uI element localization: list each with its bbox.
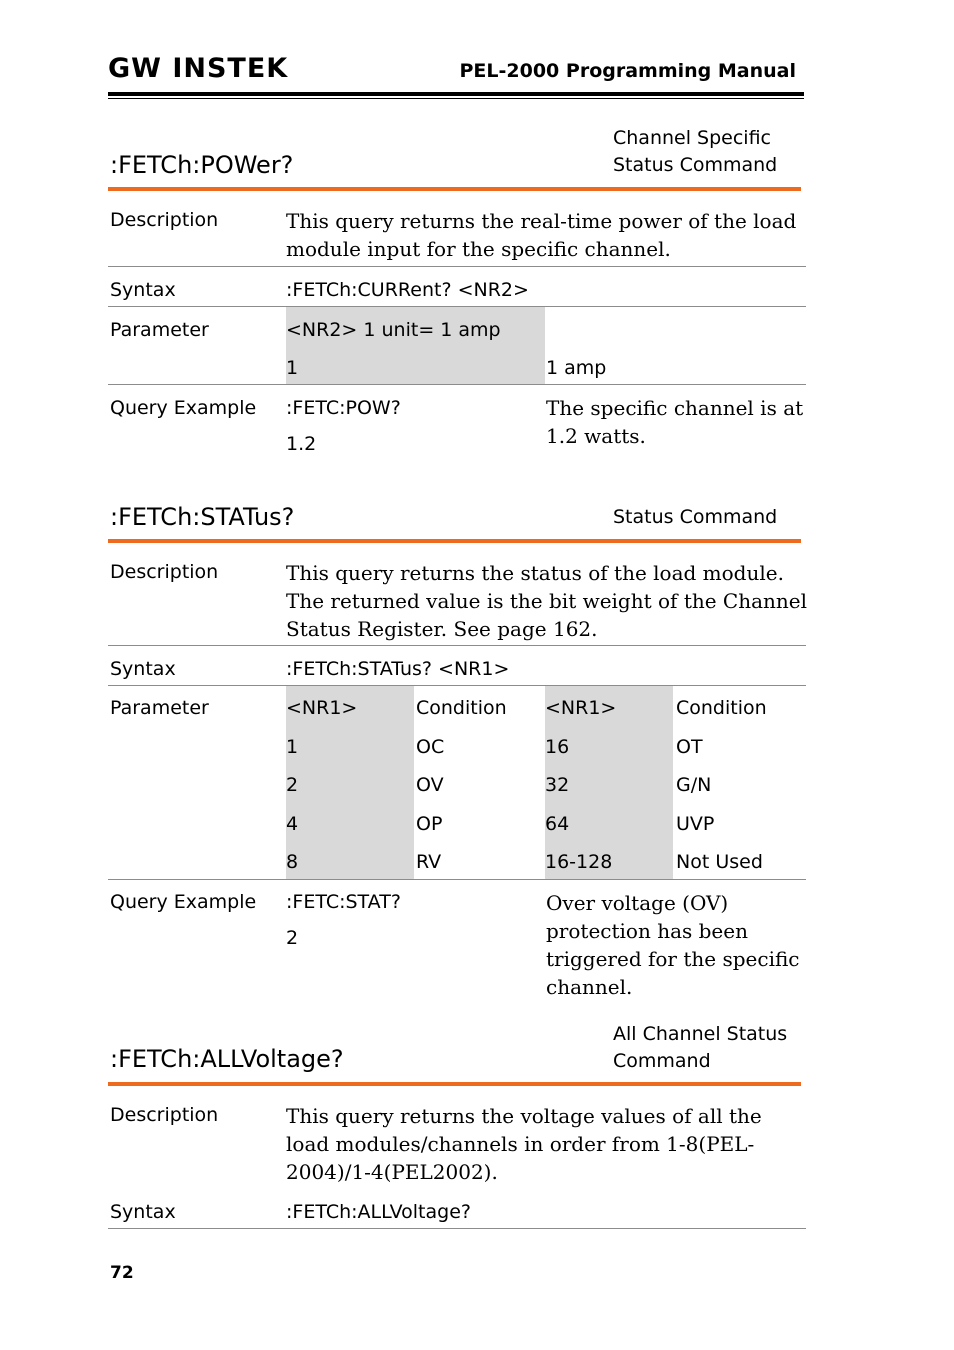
syntax-label: Syntax [110,658,176,680]
table-cell: 4 [286,813,299,835]
header-rule-thin [108,98,804,99]
description-label: Description [110,209,219,231]
table-cell: 16-128 [545,851,613,873]
table-cell: OP [416,813,443,835]
syntax-text: :FETCh:CURRent? <NR2> [286,279,529,301]
query-command: :FETC:POW? [286,397,401,419]
parameter-label: Parameter [110,697,209,719]
query-example-label: Query Example [110,891,257,913]
row-divider [108,266,806,267]
description-label: Description [110,561,219,583]
query-note: The specific channel is at 1.2 watts. [546,396,804,448]
parameter-label: Parameter [110,319,209,341]
table-header: Condition [416,697,507,719]
table-cell: UVP [676,813,715,835]
table-cell: 8 [286,851,299,873]
command-title: :FETCh:POWer? [110,151,294,179]
brand-logo: GW INSTEK [108,53,289,84]
table-cell: RV [416,851,442,873]
table-header: <NR1> [545,697,617,719]
query-note: Over voltage (OV) protection has been triggered for the specific channel. [546,891,800,999]
manual-title: PEL-2000 Programming Manual [459,60,796,82]
syntax-text: :FETCh:STATus? <NR1> [286,658,510,680]
syntax-label: Syntax [110,1201,176,1223]
command-category: Status Command [613,506,778,528]
table-header: Condition [676,697,767,719]
syntax-label: Syntax [110,279,176,301]
section-rule [108,539,801,543]
table-cell: OC [416,736,445,758]
description-text: This query returns the real-time power of the load module input for the specific channel. [286,209,797,261]
table-cell: 32 [545,774,570,796]
table-cell: 16 [545,736,570,758]
query-example-label: Query Example [110,397,257,419]
row-divider [108,685,806,686]
row-divider [108,645,806,646]
row-divider [108,879,806,880]
row-divider [108,384,806,385]
table-cell: 2 [286,774,299,796]
table-header: <NR1> [286,697,358,719]
table-cell: OT [676,736,703,758]
table-cell: 1 [286,736,299,758]
parameter-value: 1 [286,357,299,379]
query-response: 2 [286,927,299,949]
table-cell: OV [416,774,444,796]
parameter-header: <NR2> 1 unit= 1 amp [286,319,501,341]
header-rule [108,92,804,96]
query-response: 1.2 [286,433,317,455]
section-rule [108,187,801,191]
command-category: All Channel Status Command [613,1023,788,1072]
page-number: 72 [110,1263,134,1283]
table-cell: Not Used [676,851,763,873]
parameter-meaning: 1 amp [546,357,607,379]
command-category: Channel Specific Status Command [613,127,778,176]
command-title: :FETCh:ALLVoltage? [110,1045,344,1073]
table-cell: 64 [545,813,570,835]
description-text: This query returns the status of the load module. The returned value is the bit weight of the Channel Status Register. See page 162. [286,561,808,641]
description-text: This query returns the voltage values of all the load modules/channels in order from 1-8(PEL- 2004)/1-4(PEL2002). [286,1104,762,1184]
section-rule [108,1082,801,1086]
command-title: :FETCh:STATus? [110,503,295,531]
description-label: Description [110,1104,219,1126]
syntax-text: :FETCh:ALLVoltage? [286,1201,471,1223]
table-cell: G/N [676,774,712,796]
row-divider [108,1228,806,1229]
query-command: :FETC:STAT? [286,891,401,913]
